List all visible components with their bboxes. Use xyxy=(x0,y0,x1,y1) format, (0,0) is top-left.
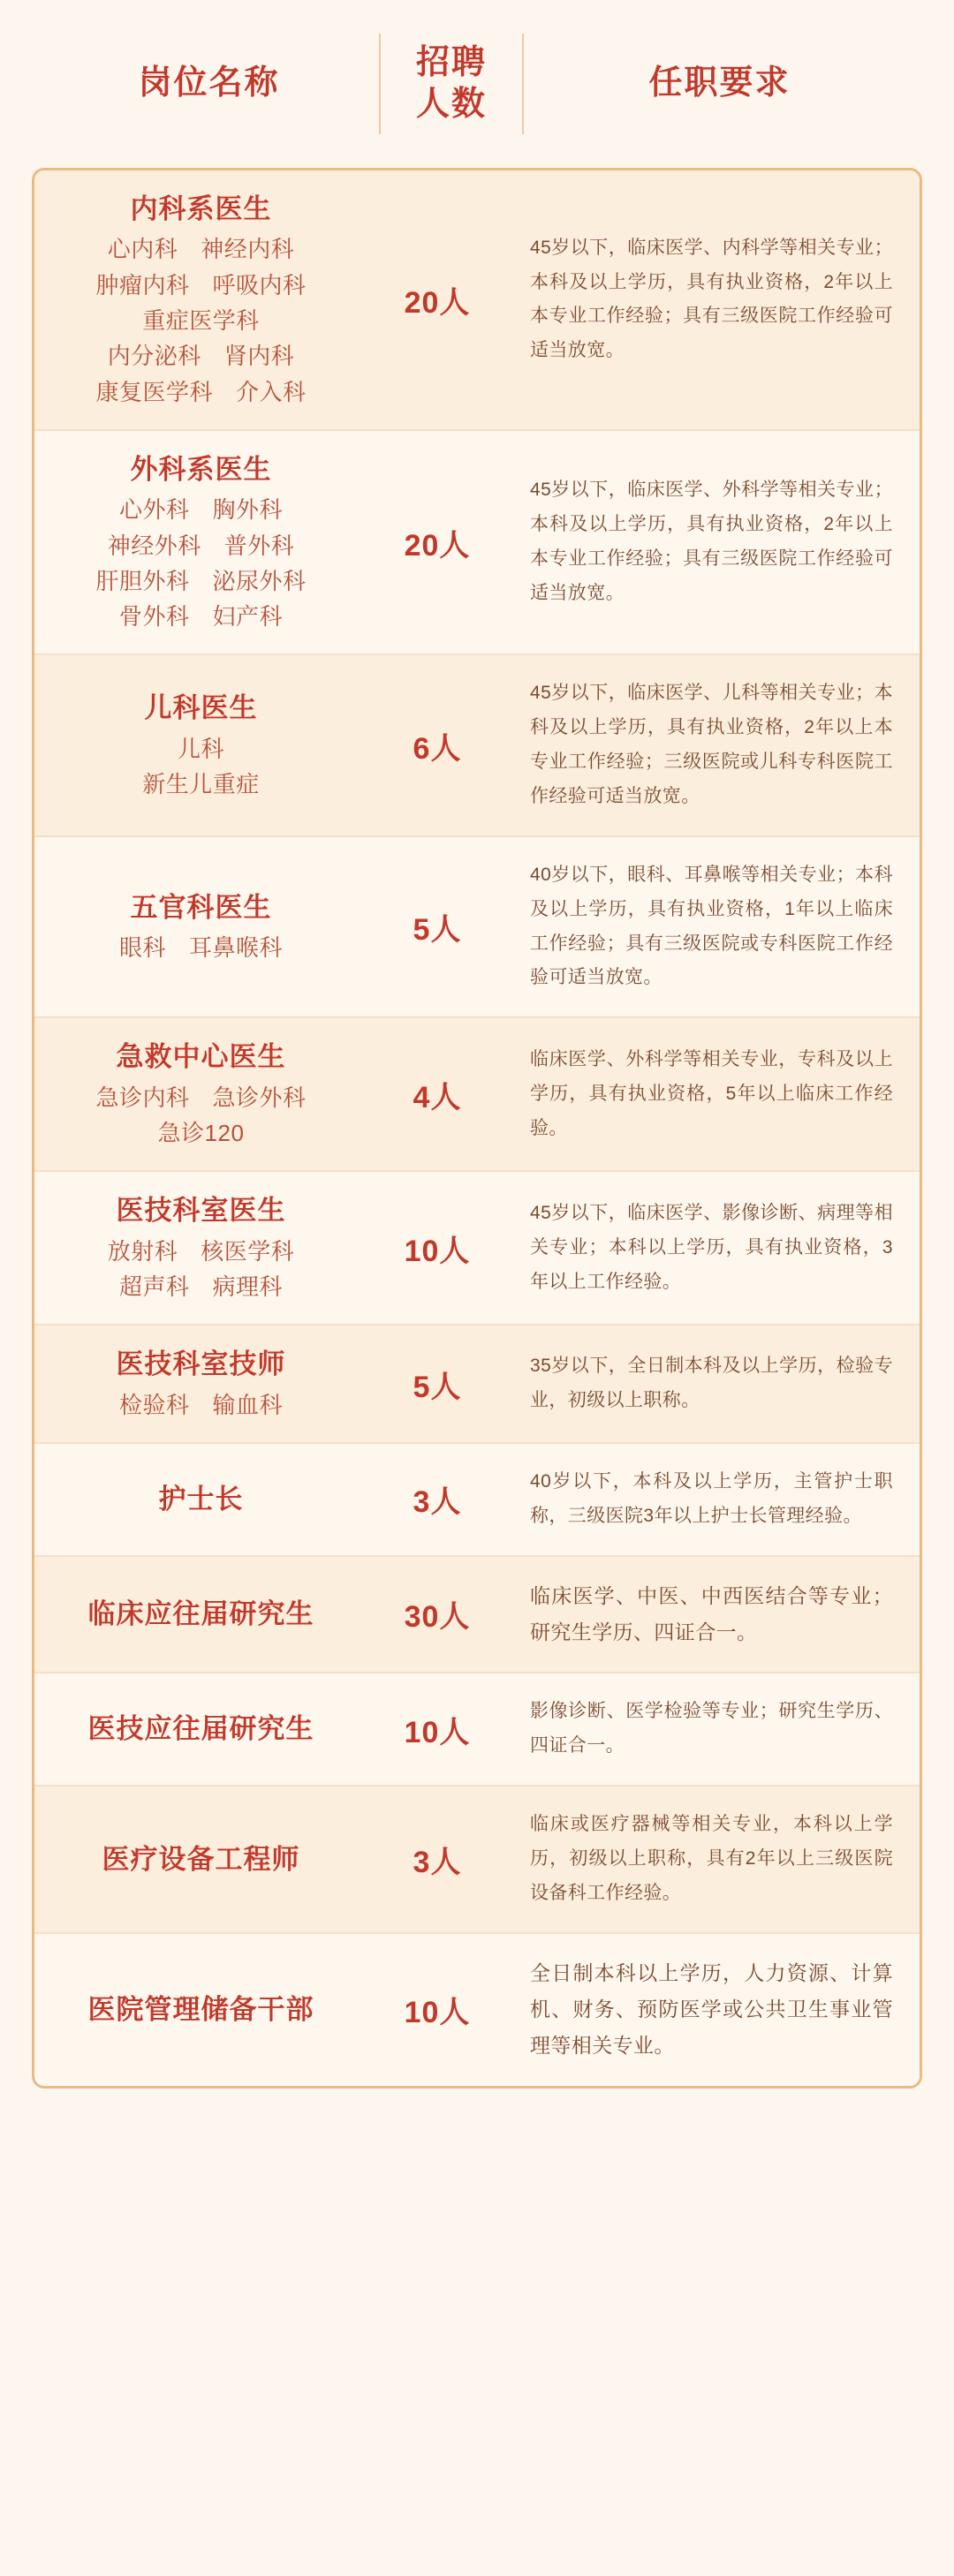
job-title: 急救中心医生 xyxy=(116,1041,286,1073)
headcount-cell xyxy=(367,170,507,429)
headcount-cell xyxy=(367,1673,507,1785)
job-title: 外科系医生 xyxy=(130,453,272,485)
requirement-text: 40岁以下，眼科、耳鼻喉等相关专业；本科及以上学历，具有执业资格，1年以上临床工作经验；具有三级医院或专科医院工作经验可适当放宽。 xyxy=(530,864,893,988)
headcount: 30人 xyxy=(404,1600,471,1635)
job-subspecialties xyxy=(108,1234,295,1305)
headcount-cell xyxy=(367,431,507,654)
requirement-text: 35岁以下，全日制本科及以上学历，检验专业，初级以上职称。 xyxy=(530,1356,893,1411)
requirement-text: 临床医学、外科学等相关专业，专科及以上学历，具有执业资格，5年以上临床工作经验。 xyxy=(530,1048,893,1138)
header-count-line1: 招聘 xyxy=(415,43,487,81)
job-title-cell xyxy=(34,1557,367,1673)
job-subspecialties xyxy=(119,930,283,965)
header-position-label: 岗位名称 xyxy=(138,64,280,102)
job-title-cell xyxy=(34,1018,367,1170)
job-sub: 眼科 xyxy=(118,934,166,962)
job-title-cell xyxy=(34,837,367,1016)
table-row xyxy=(34,431,920,656)
table-row xyxy=(34,1673,920,1787)
job-title: 医院管理储备干部 xyxy=(87,1993,314,2025)
job-title-cell xyxy=(34,1326,367,1442)
requirement-cell xyxy=(507,1787,920,1932)
headcount-cell xyxy=(367,1444,507,1555)
job-sub: 胸外科 xyxy=(212,496,284,524)
requirement-cell xyxy=(507,1018,920,1170)
table-row xyxy=(34,170,920,431)
job-title-cell xyxy=(34,1172,367,1324)
table-row xyxy=(34,1326,920,1444)
requirement-cell xyxy=(507,837,920,1016)
headcount: 5人 xyxy=(413,913,462,948)
headcount: 10人 xyxy=(404,1715,471,1749)
job-title-cell xyxy=(34,431,367,654)
job-title: 医技应往届研究生 xyxy=(87,1713,314,1745)
job-sub: 肝胆外科 xyxy=(95,567,190,594)
header-count-line2: 人数 xyxy=(415,86,487,123)
job-sub: 输血科 xyxy=(212,1391,284,1418)
job-title: 医技科室医生 xyxy=(116,1195,286,1227)
requirement-cell xyxy=(507,655,920,835)
job-sub: 普外科 xyxy=(223,532,295,559)
job-title: 内科系医生 xyxy=(130,193,272,224)
requirement-cell xyxy=(507,431,920,654)
job-sub: 心外科 xyxy=(118,496,190,524)
headcount: 6人 xyxy=(413,731,462,766)
requirement-text: 临床或医疗器械等相关专业，本科以上学历，初级以上职称，具有2年以上三级医院设备科工作经验。 xyxy=(530,1814,893,1903)
job-sub: 放射科 xyxy=(107,1237,178,1265)
table-row xyxy=(34,655,920,836)
headcount-cell xyxy=(367,655,507,835)
job-sub: 骨外科 xyxy=(118,603,190,631)
job-sub: 急诊外科 xyxy=(212,1084,307,1111)
job-title-cell xyxy=(34,655,367,835)
headcount: 4人 xyxy=(413,1080,462,1114)
job-sub: 重症医学科 xyxy=(142,306,260,334)
job-title-cell xyxy=(34,1787,367,1932)
table-row xyxy=(34,1787,920,1934)
table-header xyxy=(32,0,922,168)
job-sub: 肿瘤内科 xyxy=(95,271,190,298)
job-title-cell xyxy=(34,1673,367,1785)
job-title: 儿科医生 xyxy=(144,692,258,724)
headcount-cell xyxy=(367,1326,507,1442)
header-count-label xyxy=(381,0,522,168)
requirement-text: 45岁以下，临床医学、外科学等相关专业；本科及以上学历，具有执业资格，2年以上本专业工作经验；具有三级医院工作经验可适当放宽。 xyxy=(530,480,893,603)
job-sub: 检验科 xyxy=(118,1391,190,1418)
requirement-cell xyxy=(507,1172,920,1324)
job-title: 临床应往届研究生 xyxy=(87,1598,314,1630)
table-row xyxy=(34,1172,920,1326)
headcount: 5人 xyxy=(413,1370,462,1404)
requirement-cell xyxy=(507,1557,920,1673)
header-requirements-label: 任职要求 xyxy=(648,64,791,102)
requirement-cell xyxy=(507,1444,920,1555)
headcount-cell xyxy=(367,1557,507,1673)
table-row xyxy=(34,837,920,1018)
job-subspecialties xyxy=(95,492,306,634)
job-sub: 妇产科 xyxy=(212,603,284,631)
table-row xyxy=(34,1444,920,1557)
recruitment-table xyxy=(32,168,922,2089)
headcount-cell xyxy=(367,1787,507,1932)
job-sub: 呼吸内科 xyxy=(212,271,307,298)
headcount-cell xyxy=(367,1018,507,1170)
job-sub: 核医学科 xyxy=(201,1237,295,1265)
requirement-text: 影像诊断、医学检验等专业；研究生学历、四证合一。 xyxy=(530,1701,893,1756)
headcount: 20人 xyxy=(404,285,471,320)
job-subspecialties xyxy=(119,1387,283,1423)
headcount-cell xyxy=(367,837,507,1016)
job-sub: 介入科 xyxy=(236,378,307,405)
job-subspecialties xyxy=(95,1080,306,1152)
job-sub: 内分泌科 xyxy=(107,343,201,370)
requirement-cell xyxy=(507,1934,920,2086)
table-row xyxy=(34,1018,920,1172)
requirement-text: 临床医学、中医、中西医结合等专业；研究生学历、四证合一。 xyxy=(530,1583,893,1643)
job-sub: 泌尿外科 xyxy=(212,567,307,594)
job-subspecialties xyxy=(142,731,260,803)
requirement-text: 45岁以下，临床医学、内科学等相关专业；本科及以上学历，具有执业资格，2年以上本专业工作经验；具有三级医院工作经验可适当放宽。 xyxy=(530,237,893,361)
job-title-cell xyxy=(34,1444,367,1555)
requirement-text: 全日制本科以上学历，人力资源、计算机、财务、预防医学或公共卫生事业管理等相关专业。 xyxy=(530,1960,893,2058)
job-sub: 病理科 xyxy=(212,1273,284,1300)
requirement-cell xyxy=(507,170,920,429)
headcount: 3人 xyxy=(413,1845,462,1879)
headcount: 10人 xyxy=(404,1234,471,1268)
requirement-cell xyxy=(507,1673,920,1785)
job-title: 护士长 xyxy=(158,1484,244,1515)
job-title-cell xyxy=(34,1934,367,2086)
job-subspecialties xyxy=(95,231,306,409)
headcount-cell xyxy=(367,1934,507,2086)
job-sub: 康复医学科 xyxy=(95,378,213,405)
requirement-text: 45岁以下，临床医学、儿科等相关专业；本科及以上学历，具有执业资格，2年以上本专业工作经验；三级医院或儿科专科医院工作经验可适当放宽。 xyxy=(530,683,893,806)
table-row xyxy=(34,1934,920,2086)
requirement-cell xyxy=(507,1326,920,1442)
job-sub: 急诊120 xyxy=(157,1119,245,1146)
job-sub: 心内科 xyxy=(107,236,178,263)
job-sub: 神经外科 xyxy=(107,532,201,559)
table-row xyxy=(34,1557,920,1674)
job-sub: 新生儿重症 xyxy=(142,770,260,797)
job-title: 五官科医生 xyxy=(130,891,272,923)
job-title: 医疗设备工程师 xyxy=(102,1843,300,1875)
job-title: 医技科室技师 xyxy=(116,1348,286,1380)
headcount: 10人 xyxy=(404,1996,471,2030)
job-sub: 肾内科 xyxy=(223,343,295,370)
job-sub: 耳鼻喉科 xyxy=(189,934,284,962)
headcount: 20人 xyxy=(404,528,471,563)
requirement-text: 40岁以下，本科及以上学历，主管护士职称，三级医院3年以上护士长管理经验。 xyxy=(530,1470,893,1526)
job-sub: 急诊内科 xyxy=(95,1084,190,1111)
job-sub: 神经内科 xyxy=(201,236,295,263)
requirement-text: 45岁以下，临床医学、影像诊断、病理等相关专业；本科以上学历，具有执业资格，3年以上工作经验。 xyxy=(530,1202,893,1292)
headcount-cell xyxy=(367,1172,507,1324)
job-sub: 超声科 xyxy=(118,1273,190,1300)
job-title-cell xyxy=(34,170,367,429)
headcount: 3人 xyxy=(413,1485,462,1520)
job-sub: 儿科 xyxy=(177,735,224,762)
